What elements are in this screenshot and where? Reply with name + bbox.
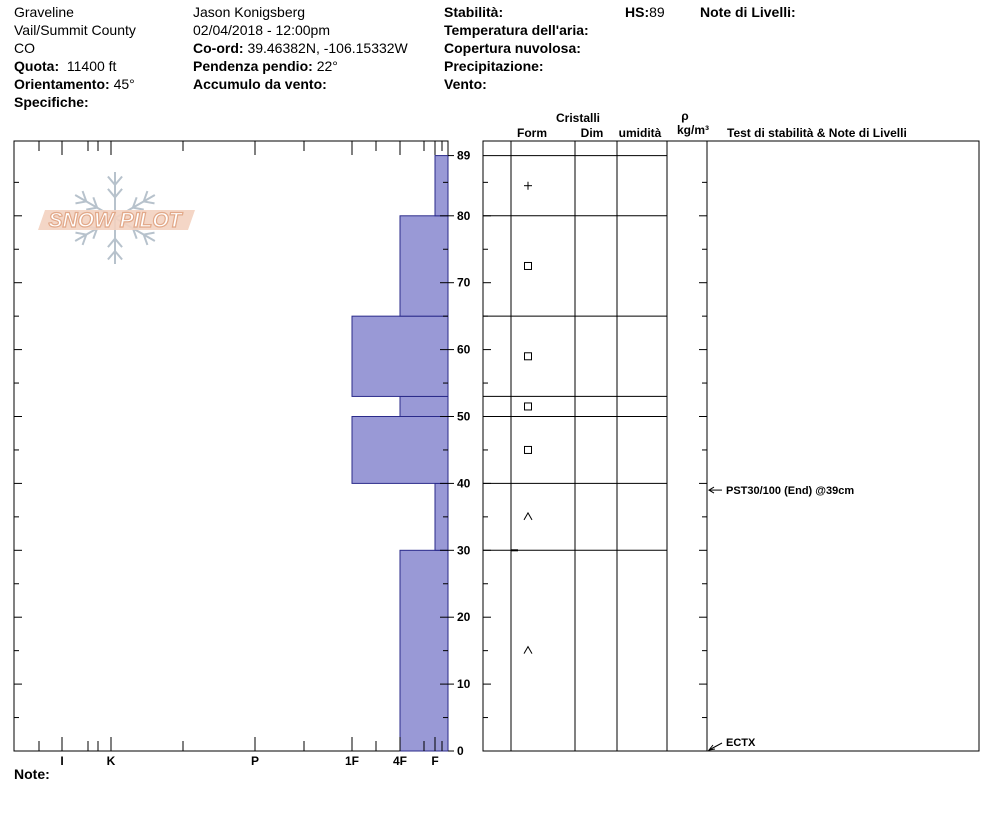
hardness-tick-label: I <box>60 754 64 768</box>
hardness-layer-bar <box>435 156 448 216</box>
slope-label: Pendenza pendio: <box>193 58 313 74</box>
hardness-layer-bar <box>400 216 448 316</box>
hardness-tick-label: 4F <box>392 754 408 768</box>
hardness-layer-bar <box>400 396 448 416</box>
density-unit: kg/m³ <box>676 123 710 137</box>
hardness-layers <box>352 156 448 751</box>
depth-tick-label: 0 <box>457 744 464 758</box>
test-label: PST30/100 (End) @39cm <box>726 485 855 498</box>
location-name: Graveline <box>14 4 74 20</box>
region-name: Vail/Summit County <box>14 22 136 38</box>
air-temp-label: Temperatura dell'aria: <box>444 22 589 38</box>
depth-tick-label: 70 <box>457 275 471 290</box>
logo-text: SNOW PILOT <box>48 209 182 232</box>
grain-form-symbol <box>524 513 532 520</box>
hardness-tick-label: F <box>431 754 439 768</box>
hardness-tick-label: P <box>250 754 260 768</box>
crystals-header: Cristalli <box>555 111 601 125</box>
hardness-layer-bar <box>352 417 448 484</box>
grain-form-symbol <box>524 647 532 654</box>
depth-tick-label: 89 <box>457 148 471 163</box>
dim-header: Dim <box>580 126 604 140</box>
elevation-value: 11400 ft <box>66 58 117 74</box>
depth-tick-label: 50 <box>457 409 471 424</box>
observer-name: Jason Konigsberg <box>193 4 306 20</box>
cloud-cover-label: Copertura nuvolosa: <box>444 40 581 56</box>
stability-tests <box>709 485 854 750</box>
depth-tick-label: 60 <box>457 342 471 357</box>
grain-form-symbol <box>525 446 532 453</box>
layer-notes-label: Note di Livelli: <box>700 4 796 20</box>
state-name: CO <box>14 40 35 56</box>
test-pointer <box>709 743 722 750</box>
stability-label: Stabilità: <box>444 4 504 20</box>
slope-value: 22° <box>316 58 338 74</box>
grain-form-symbol <box>524 182 532 190</box>
depth-tick-label: 20 <box>457 610 471 625</box>
form-header: Form <box>517 126 547 140</box>
specifics-label: Specifiche: <box>14 94 89 110</box>
snowpilot-logo <box>38 172 195 264</box>
depth-tick-label: 40 <box>457 476 471 491</box>
aspect-value: 45° <box>113 76 135 92</box>
stability-test-note <box>709 485 854 497</box>
wind-label: Vento: <box>444 76 487 92</box>
stability-test-note <box>709 737 756 750</box>
aspect-label: Orientamento: <box>14 76 110 92</box>
observation-datetime: 02/04/2018 - 12:00pm <box>193 22 330 38</box>
moisture-header: umidità <box>618 126 662 140</box>
grain-form-symbol <box>525 403 532 410</box>
test-label: ECTX <box>726 737 756 749</box>
coord-value: 39.46382N, -106.15332W <box>247 40 408 56</box>
hs-label: HS: <box>625 4 650 20</box>
wind-loading-label: Accumulo da vento: <box>193 76 327 92</box>
notes-depth-ticks <box>483 182 707 717</box>
coord-label: Co-ord: <box>193 40 244 56</box>
hardness-tick-label: K <box>106 754 116 768</box>
hs-value: 89 <box>649 4 665 20</box>
stability-notes-header: Test di stabilità & Note di Livelli <box>727 126 907 140</box>
elevation-label: Quota: <box>14 58 60 74</box>
grain-form-symbol <box>525 353 532 360</box>
grain-form-symbol <box>525 262 532 269</box>
layer-table-frame <box>483 141 979 751</box>
hardness-layer-bar <box>400 550 448 751</box>
density-symbol: ρ <box>681 109 689 123</box>
hardness-tick-label: 1F <box>344 754 360 768</box>
precip-label: Precipitazione: <box>444 58 544 74</box>
depth-tick-label: 80 <box>457 208 471 223</box>
notes-label: Note: <box>14 766 50 782</box>
depth-tick-label: 30 <box>457 543 471 558</box>
depth-tick-label: 10 <box>457 677 471 692</box>
hardness-layer-bar <box>352 316 448 396</box>
